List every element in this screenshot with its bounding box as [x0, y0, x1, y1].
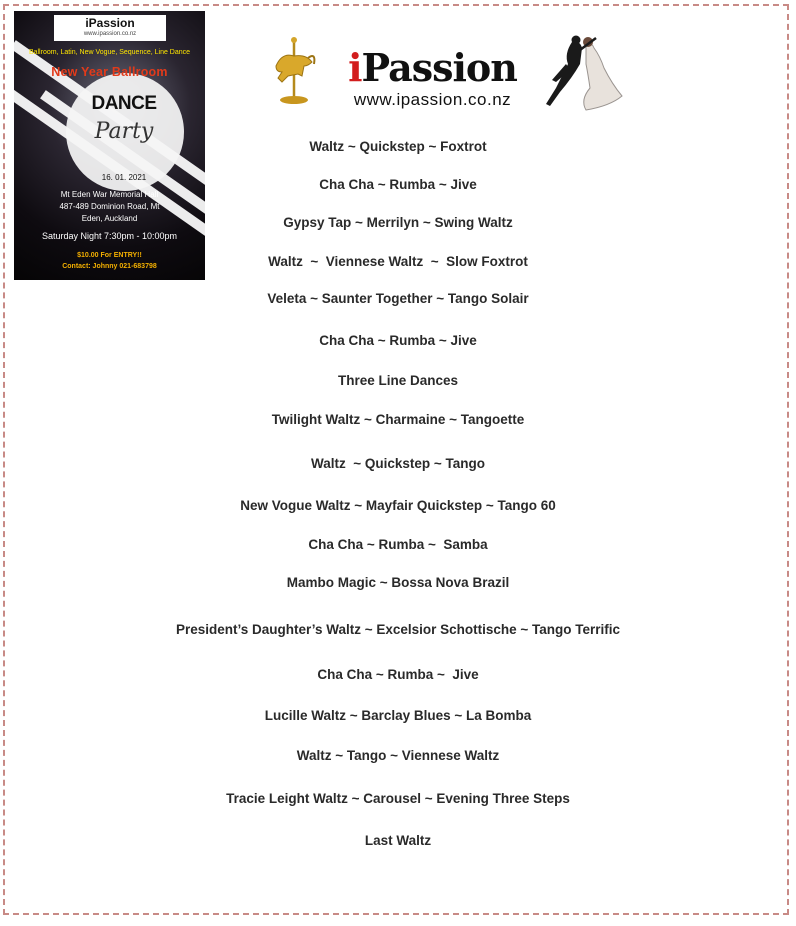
poster-logo	[54, 15, 166, 41]
poster-brand-url: www.ipassion.co.nz	[83, 31, 137, 37]
program-line: Veleta ~ Saunter Together ~ Tango Solair	[267, 291, 529, 306]
program-line: Last Waltz	[364, 833, 432, 848]
program-line: Three Line Dances	[337, 373, 459, 388]
program-line: Waltz ~ Tango ~ Viennese Waltz	[296, 748, 500, 763]
program-line: Cha Cha ~ Rumba ~ Jive	[319, 333, 477, 348]
poster-venue-line: Mt Eden War Memorial Hall	[60, 190, 159, 199]
poster-entry: $10.00 For ENTRY!!	[77, 252, 142, 259]
ballroom-dancers-icon	[542, 34, 626, 114]
program-line: President’s Daughter’s Waltz ~ Excelsior Schottische ~ Tango Terrific	[175, 622, 621, 637]
program-line: Tracie Leight Waltz ~ Carousel ~ Evening Three Steps	[226, 791, 570, 806]
program-line: Cha Cha ~ Rumba ~ Samba	[308, 537, 488, 552]
poster-party-word: Party	[94, 119, 154, 144]
program-line: Cha Cha ~ Rumba ~ Jive	[317, 667, 479, 682]
brand-logo	[330, 45, 535, 110]
program-line: Waltz ~ Quickstep ~ Foxtrot	[309, 139, 487, 154]
program-line: Waltz ~ Viennese Waltz ~ Slow Foxtrot	[268, 254, 528, 269]
program-line: Twilight Waltz ~ Charmaine ~ Tangoette	[271, 412, 525, 427]
poster-event-title: New Year Ballroom	[51, 65, 168, 79]
poster-styles-line: Ballroom, Latin, New Vogue, Sequence, Line Dance	[28, 49, 191, 56]
poster-brand: iPassion	[85, 16, 135, 30]
poster-dance-word: DANCE	[91, 93, 157, 114]
program-line: New Vogue Waltz ~ Mayfair Quickstep ~ Tango 60	[240, 498, 556, 513]
brand-url: www.ipassion.co.nz	[353, 90, 512, 109]
carousel-horse-icon	[268, 36, 320, 106]
poster-contact: Contact: Johnny 021-683798	[62, 263, 157, 270]
poster-time: Saturday Night 7:30pm - 10:00pm	[41, 231, 178, 241]
poster-venue-line: 487-489 Dominion Road, Mt	[59, 202, 160, 211]
program-line: Waltz ~ Quickstep ~ Tango	[310, 456, 486, 471]
program-line: Cha Cha ~ Rumba ~ Jive	[319, 177, 477, 192]
poster-date: 16. 01. 2021	[101, 173, 147, 182]
program-line: Gypsy Tap ~ Merrilyn ~ Swing Waltz	[283, 215, 513, 230]
poster-venue-line: Eden, Auckland	[81, 214, 138, 223]
brand-name-i: i	[348, 45, 362, 90]
brand-name-rest: Passion	[361, 45, 517, 90]
brand-name	[330, 45, 535, 90]
program-line: Lucille Waltz ~ Barclay Blues ~ La Bomba	[264, 708, 532, 723]
program-line: Mambo Magic ~ Bossa Nova Brazil	[286, 575, 510, 590]
